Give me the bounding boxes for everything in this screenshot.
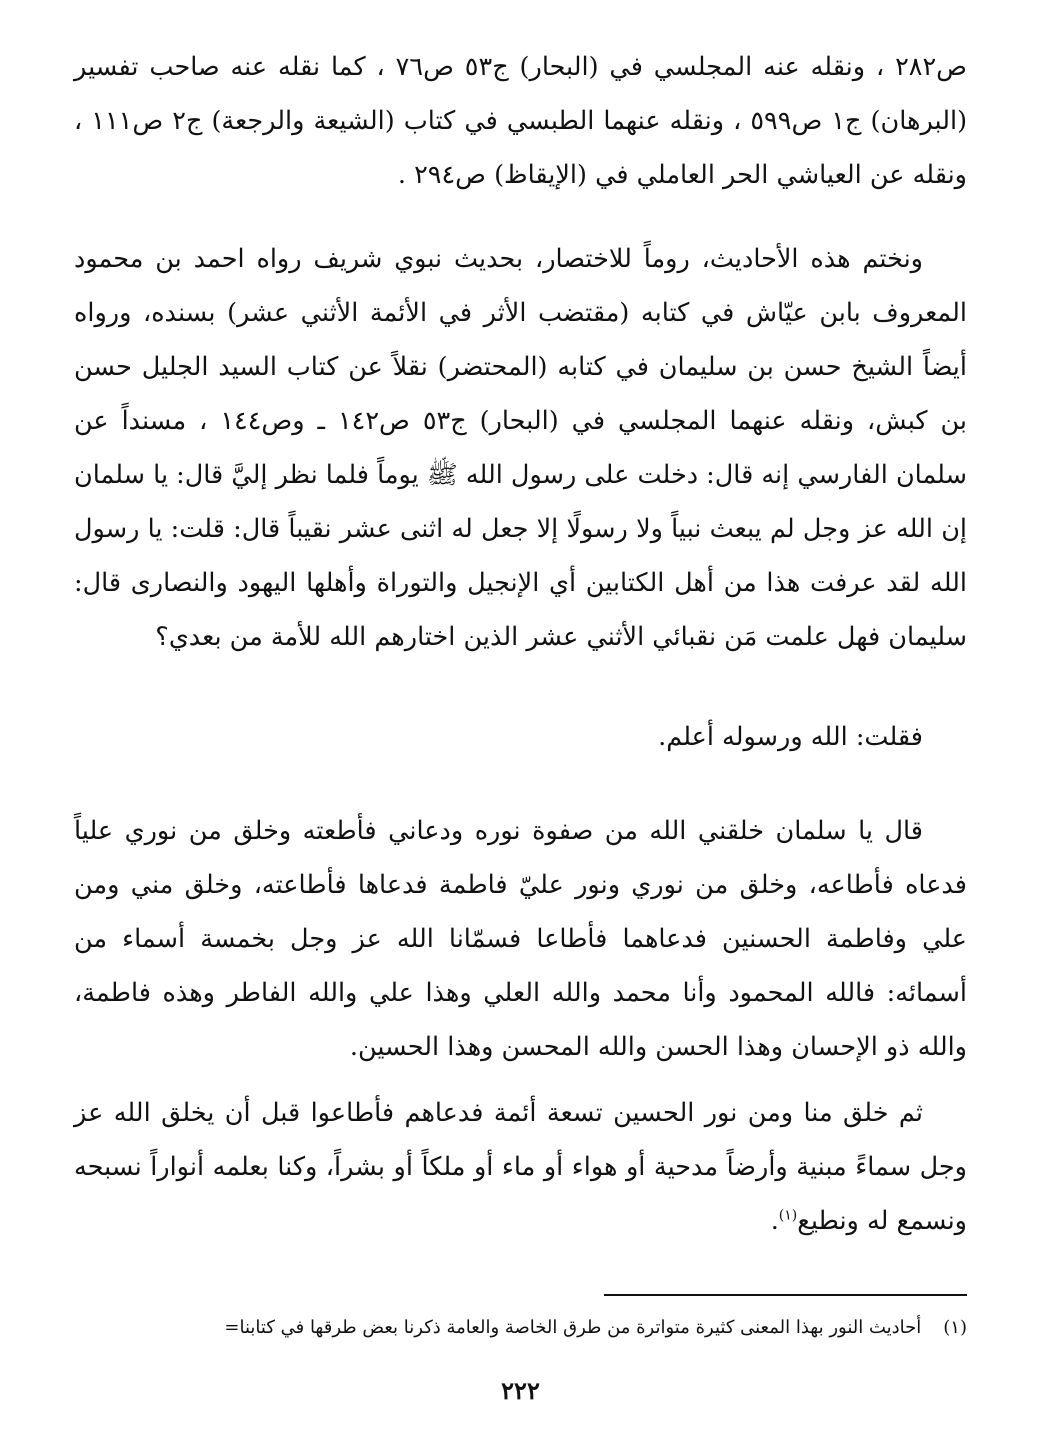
paragraph-reply-text: فقلت: الله ورسوله أعلم. [658,722,923,752]
paragraph-continuation: ص٢٨٢ ، ونقله عنه المجلسي في (البحار) ج٥٣ ص٧٦ ، كما نقله عنه صاحب تفسير (البرهان) ج١ ص٥٩٩ ، ونقله عنهما الطبسي في كتاب (الشيعة والرجعة) ج٢ ص١١١ ، ونقله عن العياشي الحر العاملي في (الإيقاظ) ص٢٩٤ . [74,52,968,190]
paragraph-hadith-intro [74,232,967,664]
paragraph-4-block [74,804,967,1074]
paragraph-1-block [74,40,967,202]
paragraph-creation [74,804,967,1074]
paragraph-hadith-intro-text: ونختم هذه الأحاديث، روماً للاختصار، بحديث نبوي شريف رواه احمد بن محمود المعروف بابن عيّاش في كتابه (مقتضب الأثر في الأئمة الأثني عشر) بسنده، ورواه أيضاً الشيخ حسن بن سليمان في كتابه (المحتضر) نقلاً عن كتاب السيد الجليل حسن بن كبش، ونقله عنهما المجلسي في (البحار) ج٥٣ ص١٤٢ ـ وص١٤٤ ، مسنداً عن سلمان الفارسي إنه قال: دخلت على رسول الله ﷺ يوماً فلما نظر إليَّ قال: يا سلمان إن الله عز وجل لم يبعث نبياً ولا رسولًا إلا جعل له اثنى عشر نقيباً قال: قلت: يا رسول الله لقد عرفت هذا من أهل الكتابين أي الإنجيل والتوراة وأهلها اليهود والنصارى قال: سليمان فهل علمت مَن نقبائي الأثني عشر الذين اختارهم الله للأمة من بعدي؟ [74,244,968,652]
footnote-reference[interactable]: (١) [778,1207,798,1224]
footnote-divider [604,1294,967,1296]
paragraph-reply [74,710,967,764]
final-period: . [770,1206,779,1236]
paragraph-imams-text: ثم خلق منا ومن نور الحسين تسعة أئمة فدعاهم فأطاعوا قبل أن يخلق الله عز وجل سماءً مبنية وأرضاً مدحية أو هواء أو ماء أو ملكاً أو بشراً، وكنا بعلمه أنواراً نسبحه ونسمع له ونطيع [74,1098,967,1236]
footnote [74,1314,967,1342]
paragraph-imams [74,1086,967,1248]
footnote-text: أحاديث النور بهذا المعنى كثيرة متواترة من طرق الخاصة والعامة ذكرنا بعض طرقها في كتابنا= [224,1317,922,1338]
paragraph-2-block [74,232,967,664]
footnote-number: (١) [943,1317,967,1338]
page-number: ٢٢٢ [501,1376,540,1405]
paragraph-3-block [74,710,967,764]
paragraph-5-block [74,1086,967,1248]
paragraph-creation-text: قال يا سلمان خلقني الله من صفوة نوره ودعاني فأطعته وخلق من نوري علياً فدعاه فأطاعه، وخلق من نوري ونور عليّ فاطمة فدعاها فأطاعته، وخلق مني ومن علي وفاطمة الحسنين فدعاهما فأطاعا فسمّانا الله عز وجل بخمسة أسماء من أسمائه: فالله المحمود وأنا محمد والله العلي وهذا علي والله الفاطر وهذه فاطمة، والله ذو الإحسان وهذا الحسن والله المحسن وهذا الحسين. [74,816,967,1062]
